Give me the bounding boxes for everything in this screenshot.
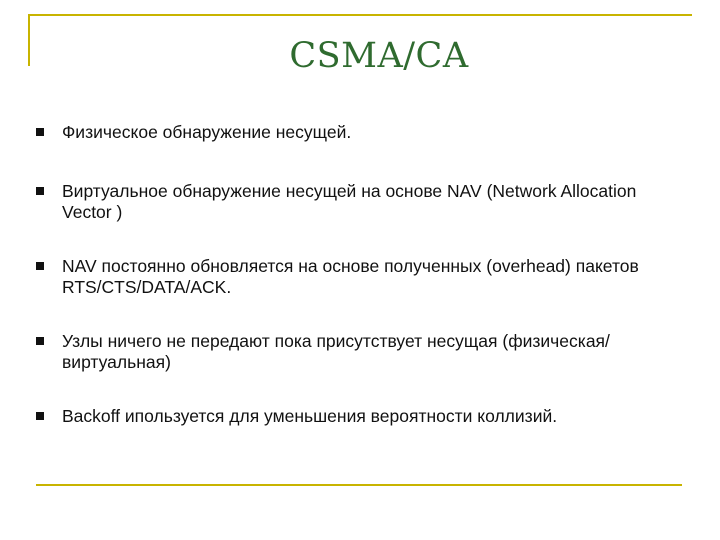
bullet-text: Backoff ипользуется для уменьшения вероятности коллизий. bbox=[62, 406, 558, 426]
list-item bbox=[36, 256, 676, 298]
bullet-text: Узлы ничего не передают пока присутствует несущая (физическая/виртуальная) bbox=[62, 331, 610, 372]
bullet-list bbox=[36, 122, 676, 427]
square-bullet-icon bbox=[36, 128, 44, 136]
square-bullet-icon bbox=[36, 337, 44, 345]
frame-bottom-rule bbox=[36, 484, 682, 486]
list-item bbox=[36, 122, 676, 143]
slide-title: CSMA/CA bbox=[289, 36, 469, 76]
square-bullet-icon bbox=[36, 187, 44, 195]
frame-top-rule bbox=[28, 14, 692, 16]
bullet-text: Физическое обнаружение несущей. bbox=[62, 122, 352, 142]
list-item bbox=[36, 331, 676, 373]
square-bullet-icon bbox=[36, 412, 44, 420]
bullet-text: Виртуальное обнаружение несущей на основе NAV (Network Allocation Vector ) bbox=[62, 181, 637, 222]
square-bullet-icon bbox=[36, 262, 44, 270]
list-item bbox=[36, 406, 676, 427]
bullet-text: NAV постоянно обновляется на основе полученных (overhead) пакетов RTS/CTS/DATA/ACK. bbox=[62, 256, 639, 297]
list-item bbox=[36, 181, 676, 223]
